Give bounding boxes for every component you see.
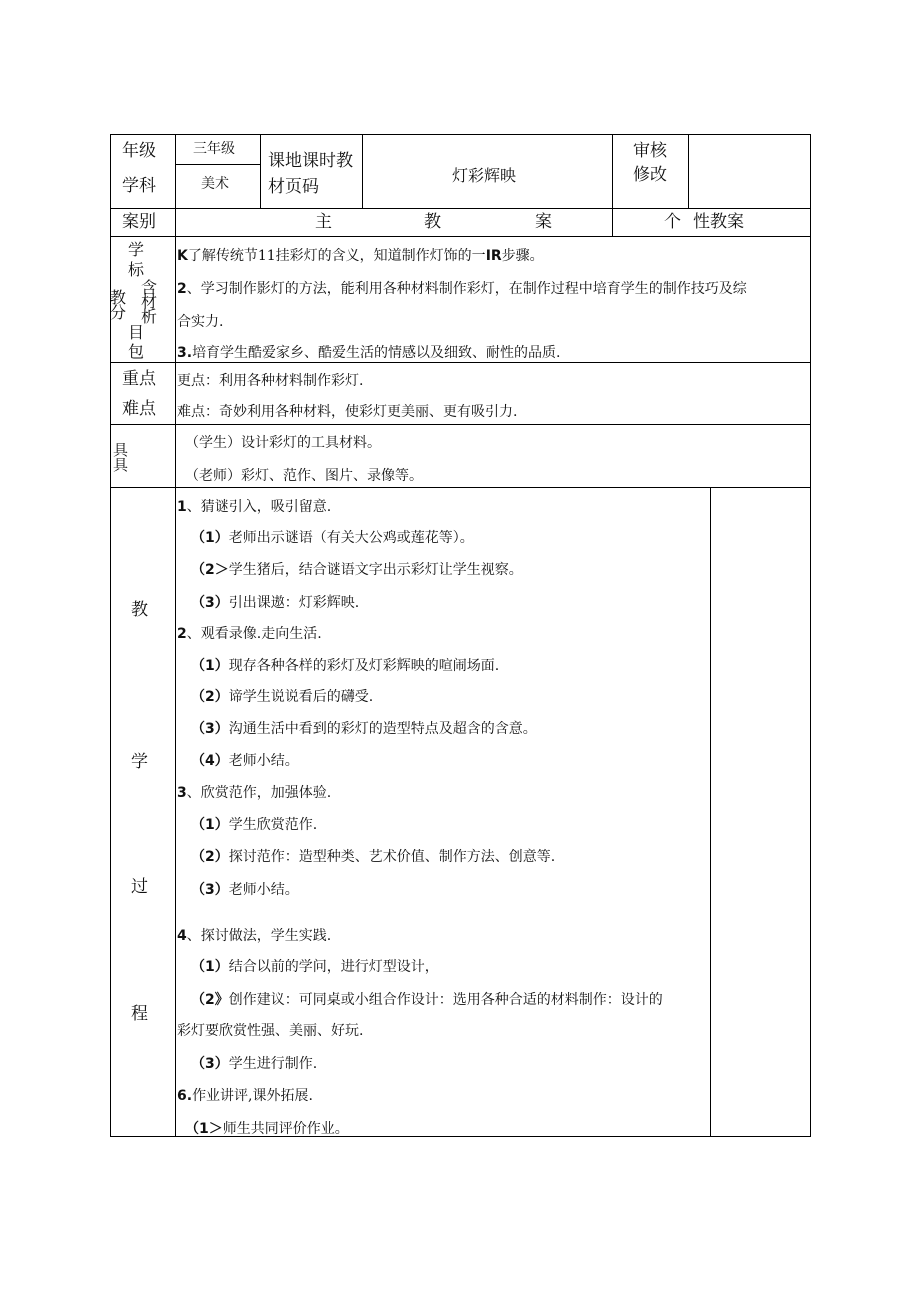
tools-teacher: （老师）彩灯、范作、图片、录像等。 (185, 468, 423, 484)
grade-label: 年级 (122, 141, 156, 161)
process-line: （1）结合以前的学问，进行灯型设计， (191, 959, 439, 975)
process-line: （3）引出课遨：灯彩辉映. (191, 595, 360, 611)
process-line: （3）学生进行制作. (191, 1056, 318, 1072)
process-line: （2）探讨范作：造型种类、艺术价值、制作方法、创意等. (191, 849, 556, 865)
process-line: （1）现存各种各样的彩灯及灯彩辉映的喧闹场面. (191, 658, 500, 674)
process-line: （3）老师小结。 (191, 882, 299, 898)
process-line: （1）老师出示谜语（有关大公鸡或莲花等）。 (191, 530, 474, 546)
process-line: （2＞学生猪后，结合谜语文字出示彩灯让学生视察。 (191, 562, 523, 578)
process-line: （1）学生欣赏范作. (191, 817, 318, 833)
subject-value: 美术 (201, 176, 229, 192)
process-line: 4、探讨做法，学生实践. (177, 928, 332, 944)
lesson-title: 灯彩辉映 (452, 166, 517, 185)
process-line: （1＞师生共同评价作业。 (185, 1121, 349, 1137)
grade-value: 三年级 (193, 141, 235, 157)
objective-1: K了解传统节11挂彩灯的含义，知道制作灯饰的一IR步骤。 (177, 248, 544, 264)
process-line: （3）沟通生活中看到的彩灯的造型特点及超含的含意。 (191, 721, 537, 737)
focus-point: 更点：利用各种材料制作彩灯. (177, 373, 364, 389)
process-line: 1、猜谜引入，吸引留意. (177, 499, 332, 515)
process-line: （2）谛学生说说看后的礴受. (191, 689, 374, 705)
difficulty-point: 难点：奇妙利用各种材料，使彩灯更美丽、更有吸引力. (177, 404, 518, 420)
process-line: 彩灯要欣赏性强、美丽、好玩. (177, 1023, 364, 1039)
subject-label: 学科 (122, 176, 156, 196)
process-line: （4）老师小结。 (191, 753, 299, 769)
process-line: 3、欣赏范作，加强体验. (177, 785, 332, 801)
process-line: （2》创作建议：可同桌或小组合作设计：选用各种合适的材料制作：设计的 (191, 992, 663, 1008)
process-line: 6.作业讲评,课外拓展. (177, 1088, 313, 1104)
case-label: 案别 (122, 212, 156, 232)
objective-3: 3.培育学生酷爱家乡、酷爱生活的情感以及细致、耐性的品质. (177, 345, 561, 361)
tools-student: （学生）设计彩灯的工具材料。 (185, 435, 381, 451)
process-line: 2、观看录像.走向生活. (177, 626, 322, 642)
